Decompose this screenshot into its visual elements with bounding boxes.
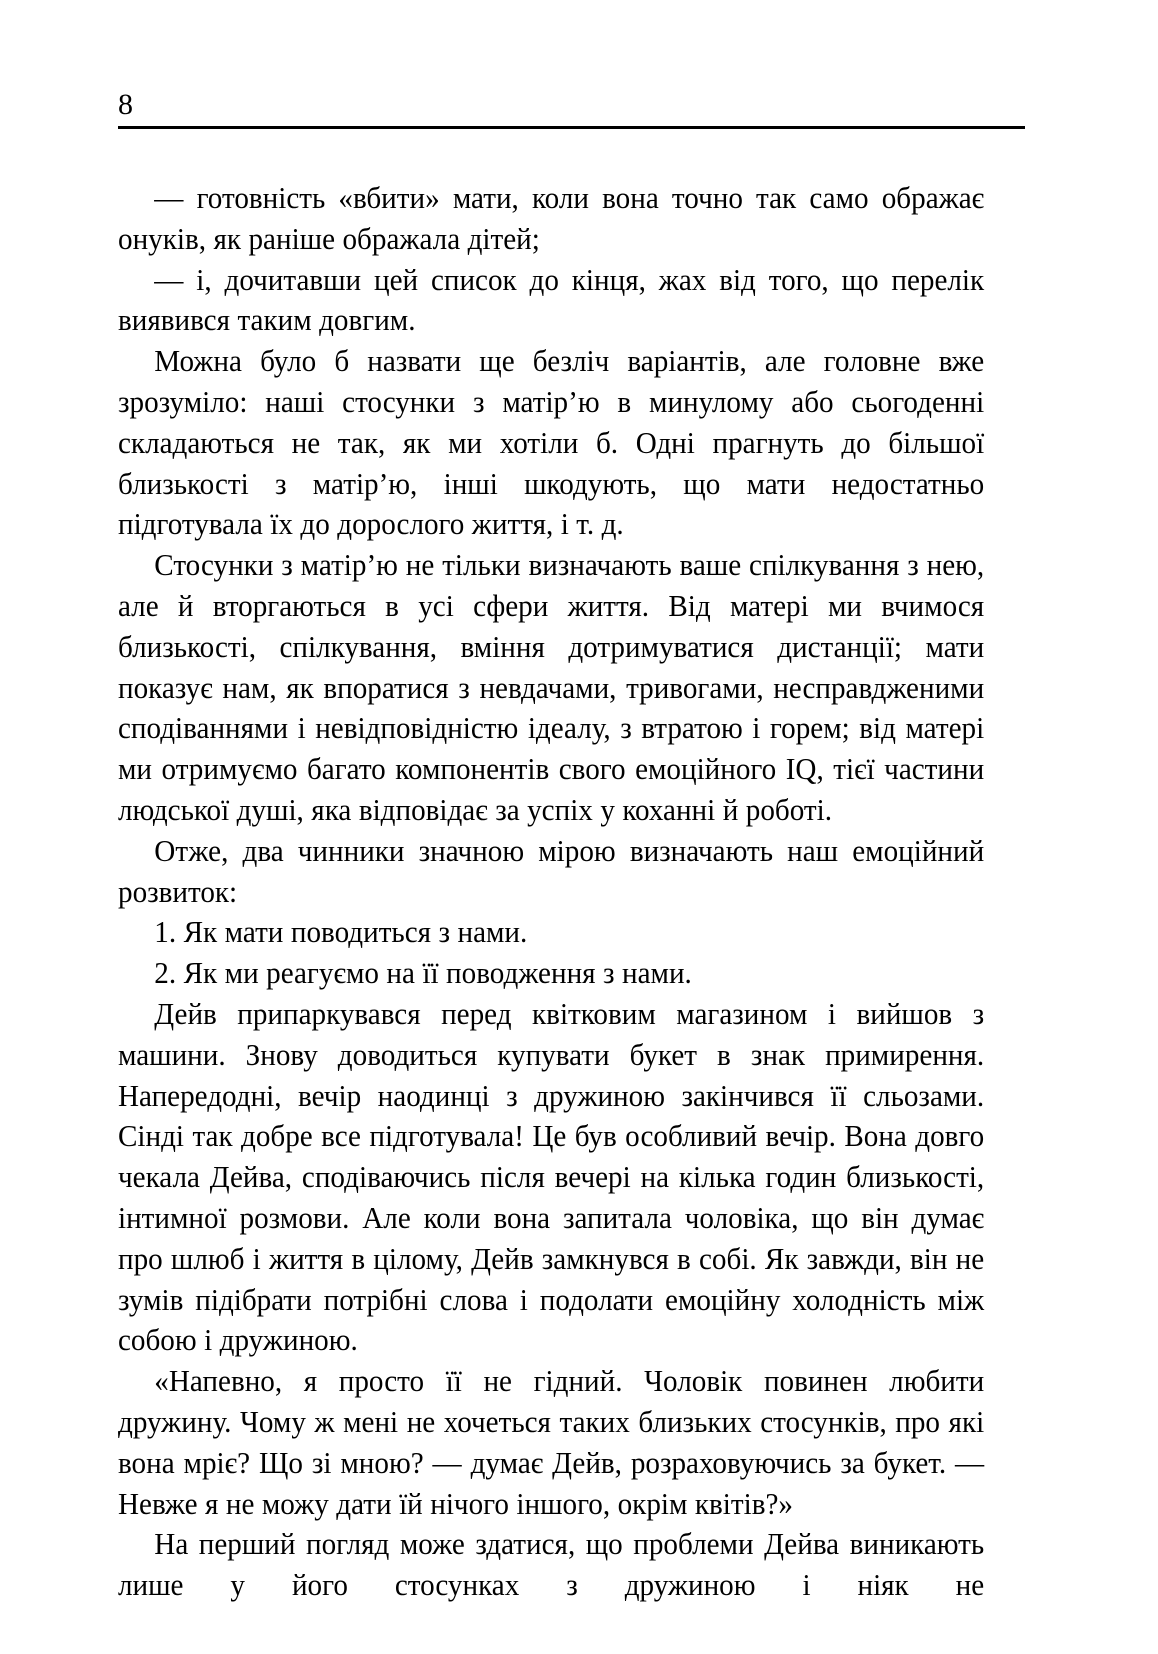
body-paragraph-2: Стосунки з матір’ю не тільки визначають ваше спілкування з нею, але й вторгаються в усі сфери життя. Від матері ми вчимося близькості, спілкування, вміння дотримуватися дистанції; мати показує нам, як впоратися з невдачами, тривогами, несправдженими сподіваннями і невідповідністю ідеалу, з втратою і горем; від матері ми отримуємо багато компонентів свого емоційного IQ, тієї частини людської душі, яка відповідає за успіх у коханні й роботі. bbox=[118, 548, 985, 827]
numbered-list-item-1: 1. Як мати поводиться з нами. bbox=[154, 915, 528, 950]
body-paragraph-6: На перший погляд може здатися, що проблеми Дейва виникають лише у його стосунках з дружиною і ніяк не bbox=[118, 1527, 985, 1603]
page-header bbox=[118, 88, 1025, 129]
header-rule bbox=[118, 126, 1025, 129]
body-paragraph-3: Отже, два чинники значною мірою визначають наш емоційний розвиток: bbox=[118, 833, 985, 909]
bullet-paragraph-1: — готовність «вбити» мати, коли вона точно так само ображає онуків, як раніше ображала дітей; bbox=[118, 181, 985, 256]
body-paragraph-5: «Напевно, я просто її не гідний. Чоловік повинен любити дружину. Чому ж мені не хочеться таких близьких стосунків, про які вона мріє? Що зі мною? — думає Дейв, розраховуючись за букет. — Невже я не можу дати їй нічого іншого, окрім квітів?» bbox=[118, 1364, 985, 1521]
page-number: 8 bbox=[118, 88, 134, 121]
body-paragraph-4: Дейв припаркувався перед квітковим магазином і вийшов з машини. Знову доводиться купувати букет в знак примирення. Напередодні, вечір наодинці з дружиною закінчився її сльозами. Сінді так добре все підготувала! Це був особливий вечір. Вона довго чекала Дейва, сподіваючись після вечері на кілька годин близькості, інтимної розмови. Але коли вона запитала чоловіка, що він думає про шлюб і життя в цілому, Дейв замкнувся в собі. Як завжди, він не зумів підібрати потрібні слова і подолати емоційну холодність між собою і дружиною. bbox=[118, 996, 985, 1358]
bullet-paragraph-2: — і, дочитавши цей список до кінця, жах від того, що перелік виявився таким довгим. bbox=[118, 262, 985, 338]
body-paragraph-1: Можна було б назвати ще безліч варіантів, але головне вже зрозуміло: наші стосунки з матір’ю в минулому або сьогоденні складаються не так, як ми хотіли б. Одні прагнуть до більшої близькості з матір’ю, інші шкодують, що мати недостатньо підготувала їх до дорослого життя, і т. д. bbox=[118, 344, 985, 542]
numbered-list-item-2: 2. Як ми реагуємо на її поводження з нами. bbox=[154, 956, 692, 991]
body-text-column bbox=[118, 178, 1025, 1606]
